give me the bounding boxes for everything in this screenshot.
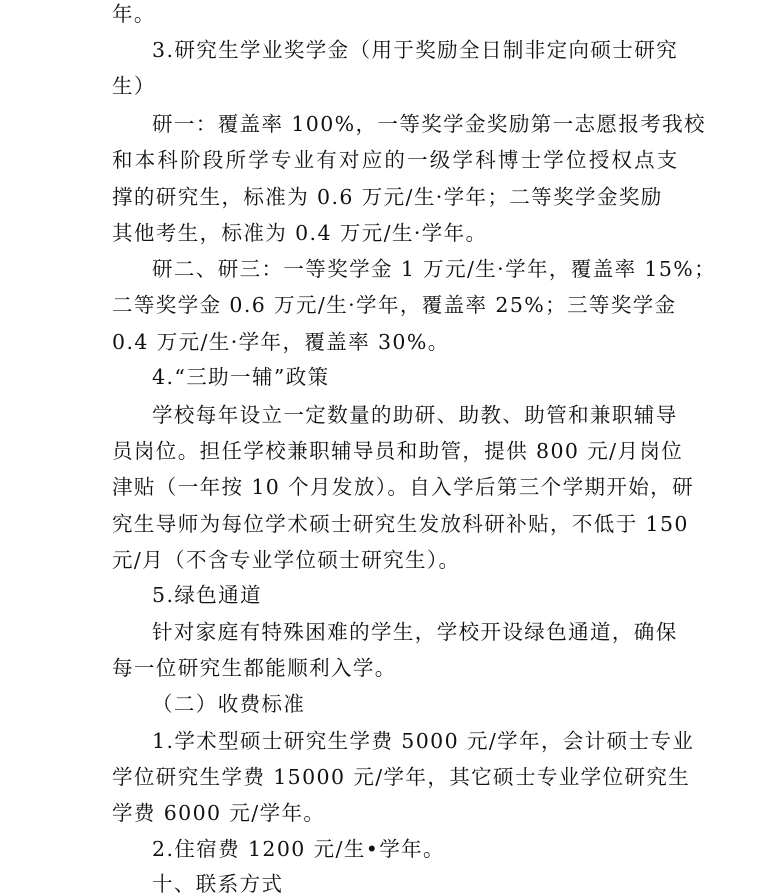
text-line: 学费 6000 元/学年。 (112, 801, 326, 825)
green-channel-heading: 5.绿色通道 (152, 583, 262, 607)
text-line: 研二、研三：一等奖学金 1 万元/生·学年，覆盖率 15%； (152, 257, 717, 281)
text-line: 1.学术型硕士研究生学费 5000 元/学年，会计硕士专业 (152, 729, 695, 753)
text-line: 年。 (112, 2, 156, 26)
text-line: 2.住宿费 1200 元/生•学年。 (152, 837, 445, 861)
text-line: 员岗位。担任学校兼职辅导员和助管，提供 800 元/月岗位 (112, 439, 684, 463)
policy-heading: 4.“三助一辅”政策 (152, 365, 330, 389)
text-line: 针对家庭有特殊困难的学生，学校开设绿色通道，确保 (152, 620, 678, 644)
text-line: 其他考生，标准为 0.4 万元/生·学年。 (112, 221, 488, 245)
text-line: 生） (112, 74, 156, 98)
text-line: 撑的研究生，标准为 0.6 万元/生·学年；二等奖学金奖励 (112, 185, 663, 209)
scholarship-heading: 3.研究生学业奖学金（用于奖励全日制非定向硕士研究 (152, 38, 679, 62)
text-line: 研一：覆盖率 100%，一等奖学金奖励第一志愿报考我校 (152, 112, 706, 136)
text-line: 学校每年设立一定数量的助研、助教、助管和兼职辅导 (152, 403, 678, 427)
contact-section-heading: 十、联系方式 (152, 872, 284, 896)
text-line: 二等奖学金 0.6 万元/生·学年，覆盖率 25%；三等奖学金 (112, 293, 677, 317)
text-line: 究生导师为每位学术硕士研究生发放科研补贴，不低于 150 (112, 512, 689, 536)
text-line: 学位研究生学费 15000 元/学年，其它硕士专业学位研究生 (112, 765, 691, 789)
fees-section-heading: （二）收费标准 (152, 692, 306, 716)
text-line: 和本科阶段所学专业有对应的一级学科博士学位授权点支 (112, 148, 680, 172)
text-line: 0.4 万元/生·学年，覆盖率 30%。 (112, 330, 450, 354)
text-line: 每一位研究生都能顺利入学。 (112, 656, 397, 680)
text-line: 津贴（一年按 10 个月发放）。自入学后第三个学期开始，研 (112, 475, 694, 499)
text-line: 元/月（不含专业学位硕士研究生）。 (112, 548, 461, 572)
